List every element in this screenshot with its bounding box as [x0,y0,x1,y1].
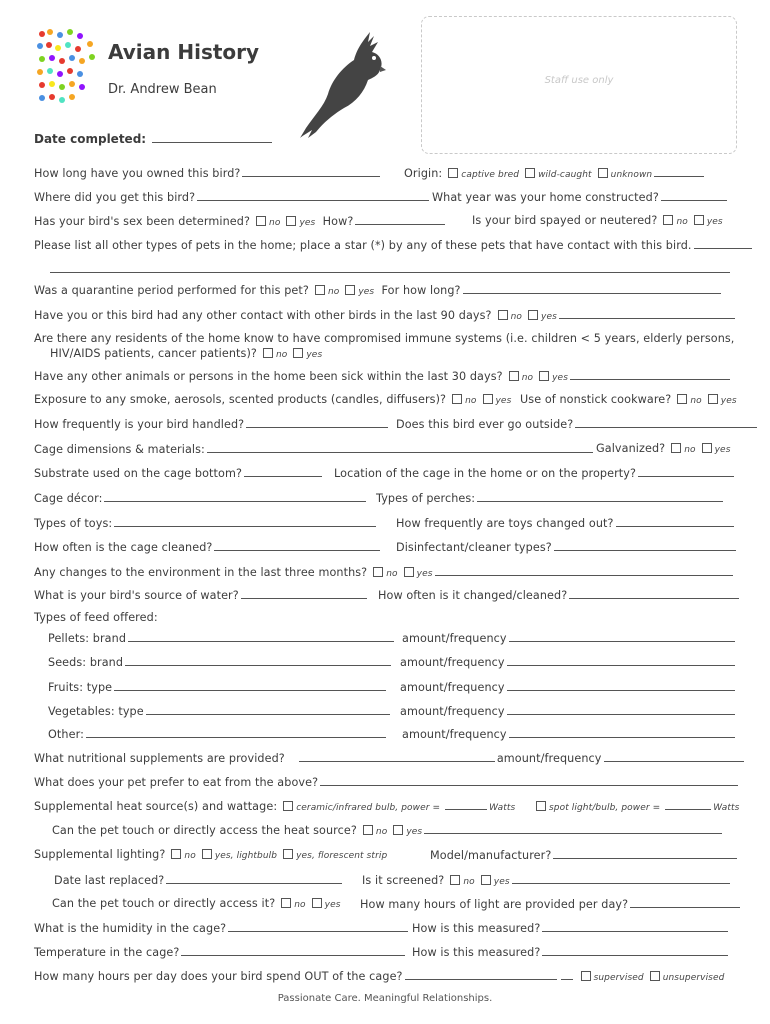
owned-how-long[interactable] [34,166,382,180]
q-label: What nutritional supplements are provided? [34,752,285,765]
cockatiel-icon [298,28,390,140]
checkbox[interactable] [539,371,549,381]
exposure[interactable] [34,393,511,406]
fruits[interactable] [48,680,388,694]
checkbox[interactable] [598,168,608,178]
checkbox[interactable] [283,801,293,811]
q-label: How frequently is your bird handled? [34,418,245,431]
nonstick[interactable] [520,393,737,406]
option-label: Watts [713,803,740,813]
q-label: Other: [48,728,84,741]
lighting[interactable] [34,848,387,861]
q-label: Pellets: brand [48,632,127,645]
hours-out[interactable] [34,969,724,983]
q-label: Origin: [404,167,443,180]
vegetables-amount[interactable] [400,704,737,718]
vegetables[interactable] [48,704,392,718]
date-completed-label: Date completed: [34,132,151,146]
checkbox[interactable] [315,285,325,295]
q-label: Model/manufacturer? [430,849,552,862]
q-label: Where did you get this bird? [34,191,196,204]
q-label: Vegetables: type [48,705,144,718]
option-label: no [327,287,340,297]
checkbox[interactable] [281,898,291,908]
footer-tagline: Passionate Care. Meaningful Relationships. [277,993,493,1004]
q-label: Seeds: brand [48,656,124,669]
checkbox[interactable] [171,849,181,859]
option-label: no [676,217,688,227]
q-label: amount/frequency [400,656,505,669]
q-label: How? [322,215,354,228]
checkbox[interactable] [509,371,519,381]
q-label: Exposure to any smoke, aerosols, scented products (candles, diffusers)? [34,393,447,406]
humidity[interactable] [34,921,410,935]
paw-logo-icon [34,26,98,110]
checkbox[interactable] [702,443,712,453]
option-label: yes [324,900,341,910]
q-label: For how long? [381,284,461,297]
q-label: Use of nonstick cookware? [520,393,672,406]
feed-types [34,611,158,624]
q-label: Cage décor: [34,492,103,505]
option-label: no [275,350,288,360]
checkbox[interactable] [404,567,414,577]
other-pets[interactable] [34,238,754,252]
q-label: amount/frequency [402,728,507,741]
option-label: no [521,373,534,383]
q-label: How many hours per day does your bird spend OUT of the cage? [34,970,403,983]
heat-source[interactable] [34,799,515,813]
light-hours[interactable] [360,897,742,911]
checkbox[interactable] [481,875,491,885]
water-changed[interactable] [378,588,741,602]
q-label: Has your bird's sex been determined? [34,215,251,228]
supplements[interactable] [34,751,746,765]
option-label: supervised [593,973,644,983]
option-label: yes [358,287,375,297]
option-label: yes [406,827,423,837]
model[interactable] [430,848,739,862]
checkbox[interactable] [528,310,538,320]
q-label: Please list all other types of pets in the home; place a star (*) by any of these pets that have contact with this bird. [34,239,692,252]
option-label: no [510,312,523,322]
q-label: Can the pet touch or directly access the heat source? [52,824,357,837]
q-label: Location of the cage in the home or on the property? [334,467,637,480]
residents-line-2[interactable] [50,347,322,360]
year-home[interactable] [432,190,729,204]
page-title: Avian History [108,40,260,64]
checkbox[interactable] [373,567,383,577]
checkbox[interactable] [708,394,718,404]
q-label: Types of feed offered: [34,611,158,624]
q-label: Date last replaced? [54,874,165,887]
checkbox[interactable] [256,216,266,226]
q-label: Fruits: type [48,681,113,694]
sex-determined[interactable] [34,214,447,228]
q-label: How often is the cage cleaned? [34,541,213,554]
q-label: Types of perches: [376,492,476,505]
option-label: yes [720,396,737,406]
q-label: HIV/AIDS patients, cancer patients)? [50,347,257,360]
staff-use-box [421,16,737,154]
option-label: unsupervised [662,973,725,983]
option-label: yes, lightbulb [214,851,278,861]
q-label: Galvanized? [596,442,666,455]
toys[interactable] [34,516,378,530]
substrate[interactable] [34,466,324,480]
checkbox[interactable] [450,875,460,885]
q-label: Supplemental lighting? [34,848,166,861]
temperature[interactable] [34,945,407,959]
perches[interactable] [376,491,725,505]
where-get[interactable] [34,190,431,204]
checkbox[interactable] [671,443,681,453]
option-label: ceramic/infrared bulb, power = [296,803,444,813]
temperature-measured[interactable] [412,945,730,959]
option-label: no [690,396,702,406]
checkbox[interactable] [448,168,458,178]
water-source[interactable] [34,588,369,602]
touch-access[interactable] [52,897,341,910]
staff-use-label: Staff use only [544,75,614,86]
q-label: How long have you owned this bird? [34,167,241,180]
seeds[interactable] [48,655,393,669]
spot-light[interactable] [530,799,739,813]
date-replaced[interactable] [54,873,344,887]
option-label: wild-caught [538,170,592,180]
date-completed[interactable] [34,132,274,146]
option-label: yes, florescent strip [296,851,388,861]
option-label: yes [541,312,557,322]
q-label: What is the humidity in the cage? [34,922,227,935]
q-label: How frequently are toys changed out? [396,517,614,530]
handled[interactable] [34,417,390,431]
spayed[interactable] [472,214,723,227]
disinfectant[interactable] [396,540,738,554]
option-label: no [684,445,696,455]
option-label: no [184,851,196,861]
toys-changed[interactable] [396,516,736,530]
q-label: How often is it changed/cleaned? [378,589,568,602]
cage-cleaned[interactable] [34,540,382,554]
screened[interactable] [362,873,732,887]
q-label: amount/frequency [402,632,507,645]
checkbox[interactable] [483,394,493,404]
q-label: amount/frequency [400,705,505,718]
q-label: Substrate used on the cage bottom? [34,467,243,480]
q-label: How is this measured? [412,946,541,959]
option-label: unknown [610,170,653,180]
option-label: yes [416,569,433,579]
seeds-amount[interactable] [400,655,737,669]
q-label: Have you or this bird had any other contact with other birds in the last 90 days? [34,309,492,322]
checkbox[interactable] [498,310,508,320]
checkbox[interactable] [536,801,546,811]
checkbox[interactable] [345,285,355,295]
checkbox[interactable] [677,394,687,404]
q-label: How is this measured? [412,922,541,935]
q-label: Disinfectant/cleaner types? [396,541,552,554]
fruits-amount[interactable] [400,680,737,694]
option-label: yes [495,396,512,406]
env-changes[interactable] [34,565,735,579]
q-label: What is your bird's source of water? [34,589,239,602]
doctor-name: Dr. Andrew Bean [108,82,217,97]
checkbox[interactable] [452,394,462,404]
option-label: no [463,877,475,887]
q-label: Supplemental heat source(s) and wattage: [34,800,278,813]
option-label: spot light/bulb, power = [549,803,664,813]
humidity-measured[interactable] [412,921,730,935]
checkbox[interactable] [581,971,591,981]
checkbox[interactable] [286,216,296,226]
residents-line-1 [34,332,734,345]
quarantine[interactable] [34,283,723,297]
checkbox[interactable] [393,825,403,835]
option-label: yes [706,217,723,227]
option-label: no [465,396,477,406]
q-label: Does this bird ever go outside? [396,418,574,431]
q-label: Types of toys: [34,517,113,530]
checkbox[interactable] [263,348,273,358]
q-label: Temperature in the cage? [34,946,180,959]
option-label: yes [299,218,316,228]
q-label: Was a quarantine period performed for this pet? [34,284,309,297]
outside[interactable] [396,417,759,431]
cage-decor[interactable] [34,491,368,505]
checkbox[interactable] [293,348,303,358]
option-label: no [269,218,281,228]
contact-birds[interactable] [34,308,737,322]
option-label: yes [493,877,510,887]
q-label: What does your pet prefer to eat from the above? [34,776,319,789]
option-label: no [294,900,306,910]
option-label: yes [552,373,568,383]
q-label: amount/frequency [400,681,505,694]
option-label: yes [714,445,731,455]
q-label: Is it screened? [362,874,445,887]
checkbox[interactable] [363,825,373,835]
q-label: What year was your home constructed? [432,191,659,204]
checkbox[interactable] [663,215,673,225]
touch-heat[interactable] [52,823,724,837]
cage-location[interactable] [334,466,736,480]
prefer[interactable] [34,775,740,789]
cage-dimensions[interactable] [34,442,595,456]
other-amount[interactable] [402,727,737,741]
checkbox[interactable] [525,168,535,178]
q-label: Are there any residents of the home know to have compromised immune systems (i.e. children < 5 years, elderly persons, [34,332,735,345]
pellets[interactable] [48,631,396,645]
option-label: yes [306,350,323,360]
checkbox[interactable] [283,849,293,859]
option-label: no [386,569,398,579]
q-label: Is your bird spayed or neutered? [472,214,658,227]
q-label: Can the pet touch or directly access it? [52,897,276,910]
sick[interactable] [34,369,732,383]
q-label: Any changes to the environment in the last three months? [34,566,368,579]
option-label: no [375,827,388,837]
other-feed[interactable] [48,727,388,741]
checkbox[interactable] [202,849,212,859]
q-label: amount/frequency [496,752,602,765]
q-label: How many hours of light are provided per day? [360,898,629,911]
checkbox[interactable] [650,971,660,981]
option-label: captive bred [461,170,520,180]
other-pets-line[interactable] [50,272,730,273]
option-label: Watts [489,803,516,813]
pellets-amount[interactable] [402,631,737,645]
checkbox[interactable] [694,215,704,225]
q-label: Cage dimensions & materials: [34,443,205,456]
origin-question[interactable] [404,166,706,180]
checkbox[interactable] [312,898,322,908]
galvanized[interactable] [596,442,730,455]
q-label: Have any other animals or persons in the home been sick within the last 30 days? [34,370,503,383]
